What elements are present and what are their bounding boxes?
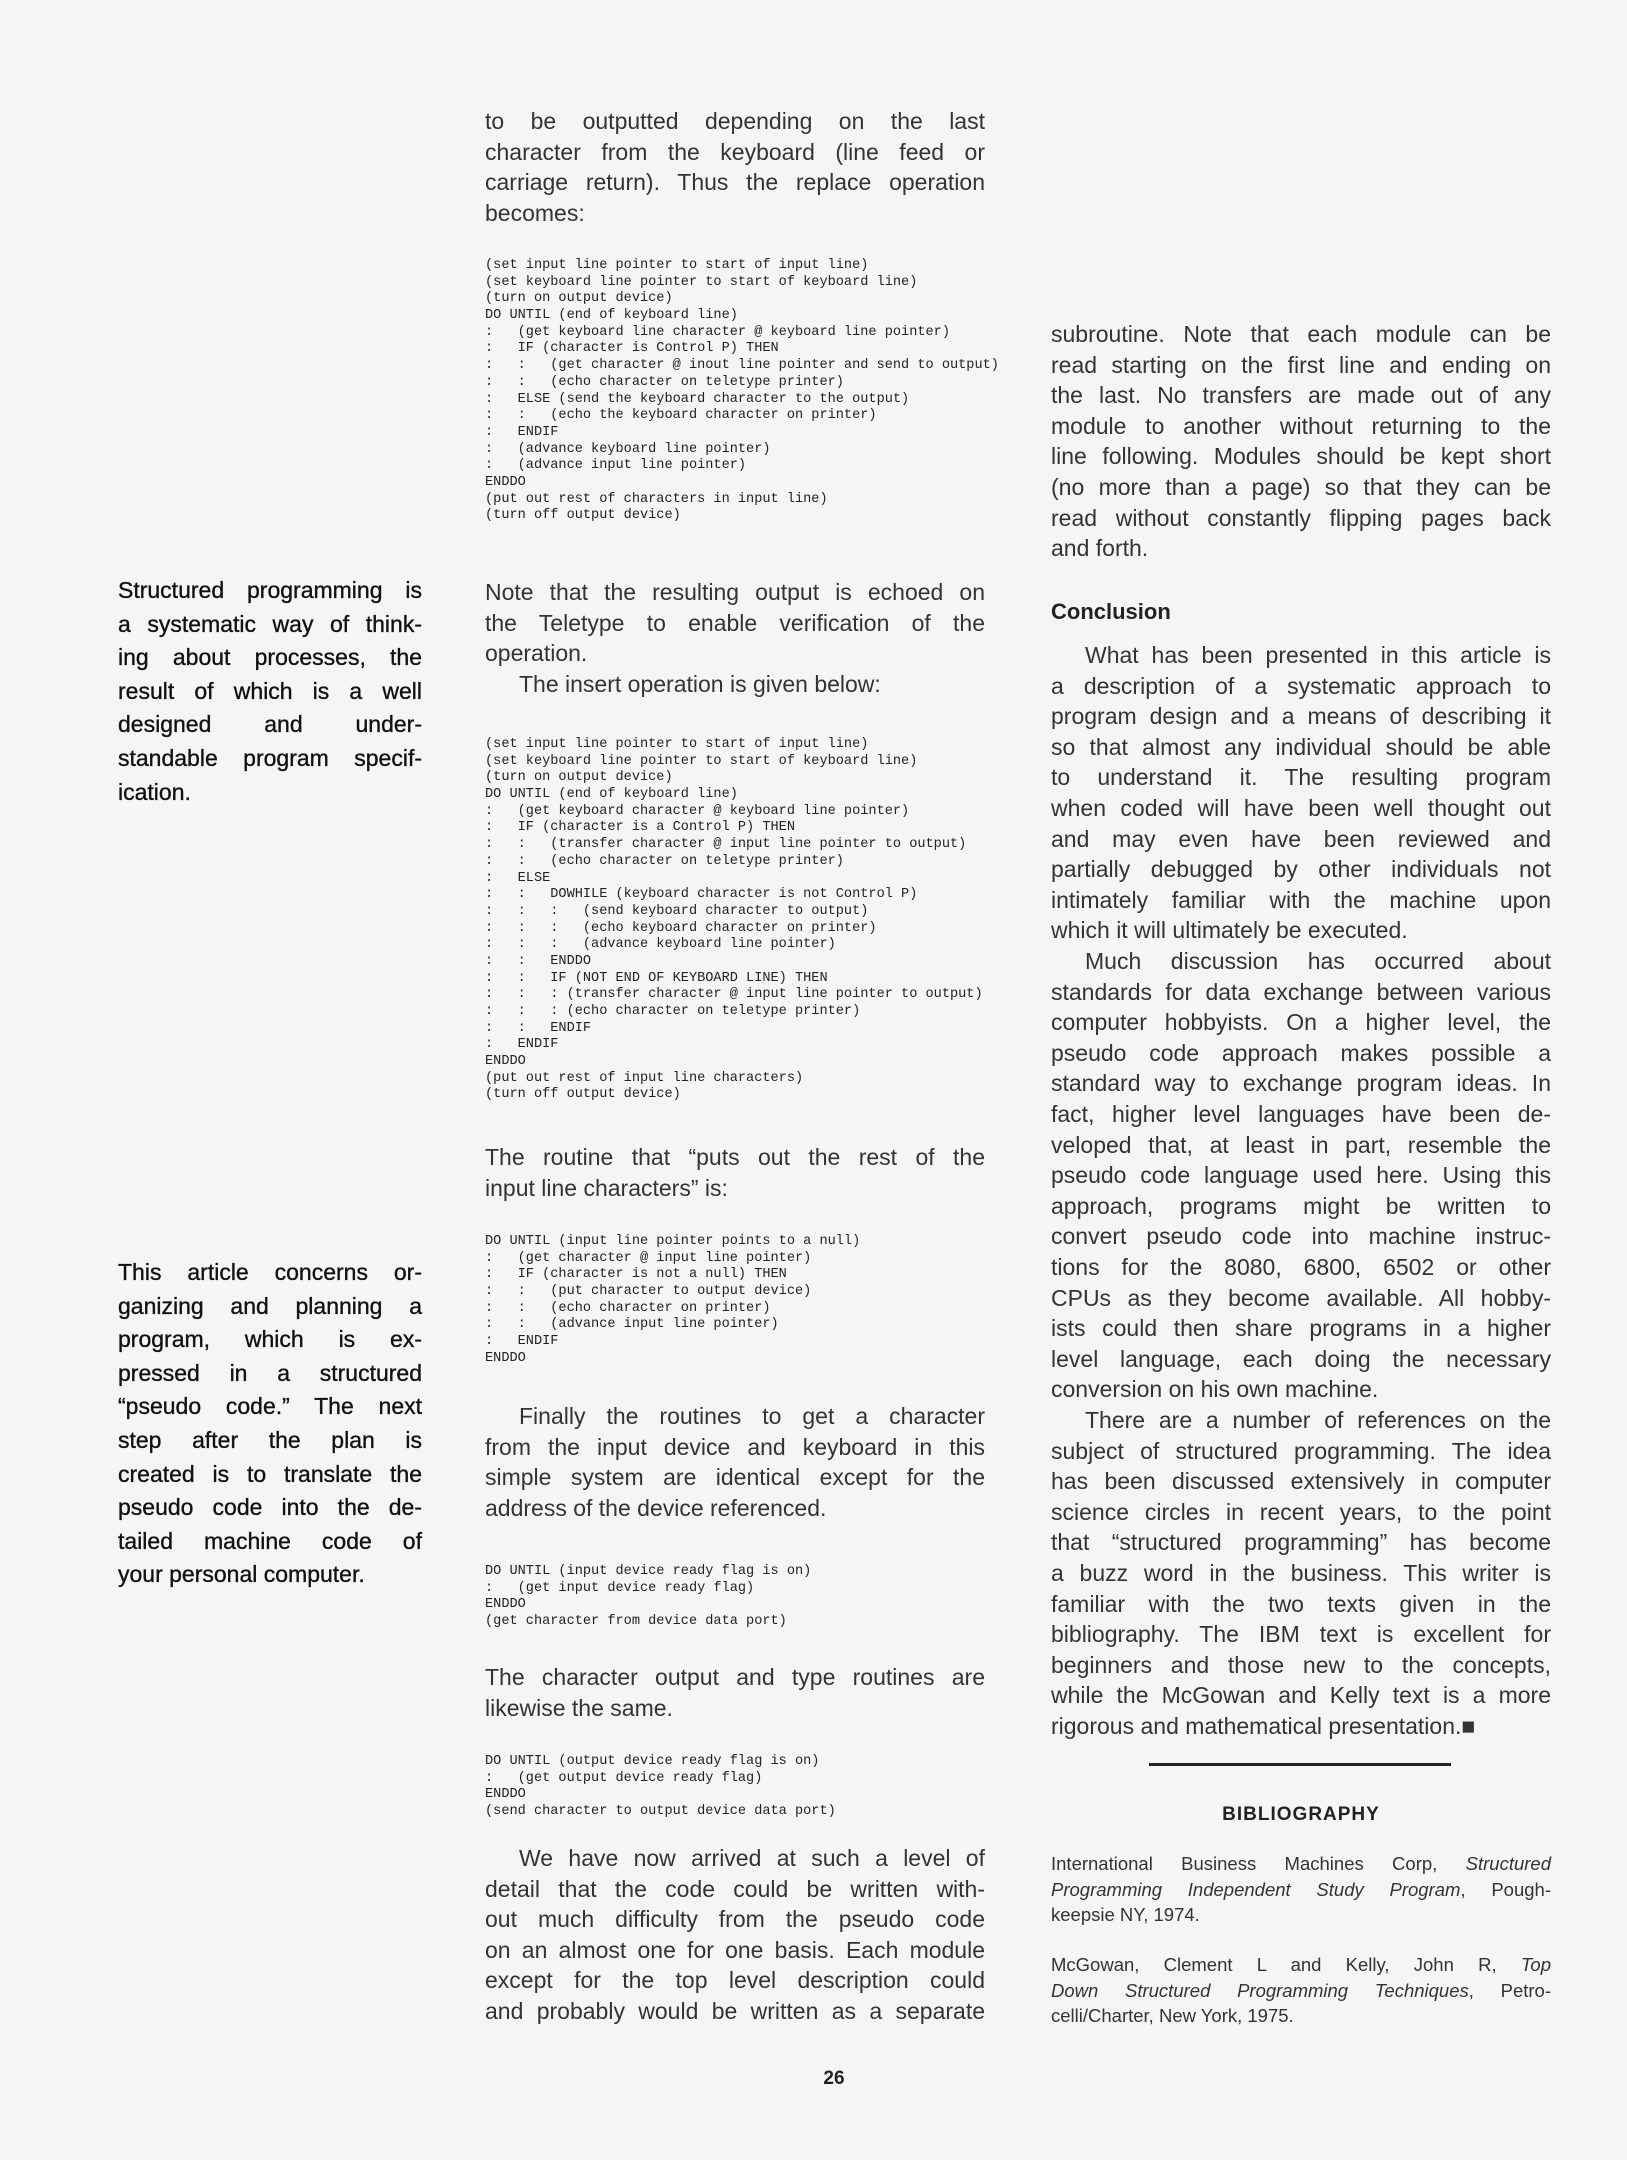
- paragraph-insert-intro: [485, 669, 985, 700]
- text-line: tions for the 8080, 6800, 6502 or other: [1051, 1253, 1551, 1280]
- code-line: : : : (transfer character @ input line pointer to output): [485, 987, 983, 1003]
- code-line: (turn off output device): [485, 508, 681, 524]
- text-line: created is to translate the: [118, 1460, 422, 1487]
- text-line: designed and under-: [118, 711, 422, 738]
- code-line: : ELSE: [485, 870, 551, 886]
- text-line: ganizing and planning a: [118, 1292, 422, 1319]
- text-line: What has been presented in this article is: [1085, 642, 1551, 668]
- paragraph-routine: [485, 1142, 985, 1203]
- code-line: : : (echo character on printer): [485, 1300, 771, 1316]
- text-line: character from the keyboard (line feed or: [485, 138, 985, 165]
- code-line: : (get character @ input line pointer): [485, 1250, 812, 1266]
- text-line: pseudo code into the de-: [118, 1494, 422, 1521]
- text-line: We have now arrived at such a level of: [519, 1845, 985, 1871]
- text-line: subroutine. Note that each module can be: [1051, 321, 1551, 347]
- paragraph-subroutine: [1051, 319, 1551, 564]
- text-line: standard way to exchange program ideas. In: [1051, 1070, 1551, 1097]
- text-line: rigorous and mathematical presentation.■: [1051, 1712, 1476, 1739]
- text-line: input line characters” is:: [485, 1174, 728, 1201]
- text-line: on an almost one for one basis. Each module: [485, 1936, 985, 1963]
- code-line: (put out rest of input line characters): [485, 1070, 804, 1086]
- code-line: : ENDIF: [485, 1334, 559, 1350]
- text-line: pressed in a structured: [118, 1359, 422, 1386]
- text-line: a systematic way of think-: [118, 610, 422, 637]
- code-line: DO UNTIL (end of keyboard line): [485, 308, 738, 324]
- text-line: to understand it. The resulting program: [1051, 764, 1551, 791]
- text-line: The routine that “puts out the rest of the: [485, 1144, 985, 1170]
- paragraph-arrived: [485, 1843, 985, 2027]
- text-line: read starting on the first line and ending on: [1051, 351, 1551, 378]
- code-line: : : (echo character on teletype printer): [485, 374, 844, 390]
- text-line: standable program specif-: [118, 744, 422, 771]
- page-number: 26: [823, 2068, 845, 2089]
- paragraph-output-routines: [485, 1662, 985, 1723]
- text-line: when coded will have been well thought out: [1051, 794, 1551, 821]
- code-line: : (advance input line pointer): [485, 458, 747, 474]
- code-output-device: [485, 1754, 836, 1821]
- code-line: ENDDO: [485, 1597, 526, 1613]
- code-line: ENDDO: [485, 1054, 526, 1070]
- text-line: ication.: [118, 778, 191, 805]
- text-line: There are a number of references on the: [1085, 1407, 1551, 1433]
- code-line: (get character from device data port): [485, 1614, 787, 1630]
- code-line: (send character to output device data port): [485, 1804, 836, 1820]
- text-line: which it will ultimately be executed.: [1051, 917, 1408, 944]
- text-line: This article concerns or-: [118, 1259, 422, 1285]
- code-line: : IF (character is not a null) THEN: [485, 1267, 787, 1283]
- text-line: has been discussed extensively in computer: [1051, 1468, 1551, 1495]
- paragraph-replace-intro: [485, 106, 985, 228]
- pull-quote-structured: [118, 574, 422, 809]
- text-line: address of the device referenced.: [485, 1494, 827, 1521]
- text-line: result of which is a well: [118, 677, 422, 704]
- text-line: becomes:: [485, 199, 585, 226]
- text-line: ists could then share programs in a higher: [1051, 1315, 1551, 1342]
- code-line: : : ENDIF: [485, 1020, 592, 1036]
- code-line: : (get keyboard character @ keyboard line pointer): [485, 803, 910, 819]
- text-line: program, which is ex-: [118, 1326, 422, 1353]
- text-line: step after the plan is: [118, 1426, 422, 1453]
- text-line: conversion on his own machine.: [1051, 1376, 1379, 1403]
- code-line: (put out rest of characters in input line): [485, 491, 828, 507]
- code-line: (set input line pointer to start of input line): [485, 258, 869, 273]
- text-line: Note that the resulting output is echoed on: [485, 579, 985, 605]
- text-line: so that almost any individual should be able: [1051, 733, 1551, 760]
- bibliography-line: [1051, 1851, 1551, 1877]
- text-line: Structured programming is: [118, 577, 422, 603]
- text-line: CPUs as they become available. All hobby-: [1051, 1284, 1551, 1311]
- code-line: : (get keyboard line character @ keyboard line pointer): [485, 324, 950, 340]
- code-insert-operation: [485, 737, 983, 1104]
- title-text: Down Structured Programming Techniques: [1051, 1979, 1469, 2001]
- code-line: : : (echo character on teletype printer): [485, 853, 844, 869]
- paragraph-finally: [485, 1401, 985, 1523]
- code-line: (set input line pointer to start of input line): [485, 737, 869, 752]
- text-line: detail that the code could be written with-: [485, 1875, 985, 1902]
- text-line: The insert operation is given below:: [519, 671, 881, 697]
- citation-text: celli/Charter, New York, 1975.: [1051, 2005, 1294, 2026]
- code-line: ENDDO: [485, 1787, 526, 1803]
- bibliography-line: [1051, 1877, 1551, 1903]
- citation-text: McGowan, Clement L and Kelly, John R,: [1051, 1954, 1521, 1975]
- code-line: : : : (advance keyboard line pointer): [485, 937, 836, 953]
- code-line: ENDDO: [485, 474, 526, 490]
- code-line: (set keyboard line pointer to start of keyboard line): [485, 753, 918, 769]
- code-line: : : ENDDO: [485, 953, 592, 969]
- text-line: a description of a systematic approach to: [1051, 672, 1551, 699]
- bibliography-heading: BIBLIOGRAPHY: [1222, 1804, 1380, 1825]
- conclusion-heading: Conclusion: [1051, 599, 1171, 624]
- text-line: subject of structured programming. The idea: [1051, 1437, 1551, 1464]
- code-line: : : DOWHILE (keyboard character is not Control P): [485, 887, 918, 903]
- code-line: : (get output device ready flag): [485, 1770, 763, 1786]
- code-line: : ENDIF: [485, 1037, 559, 1053]
- code-line: : : : (send keyboard character to output): [485, 903, 869, 919]
- bibliography-line: [1051, 1952, 1551, 1978]
- section-divider: [1149, 1763, 1451, 1766]
- text-line: tailed machine code of: [118, 1527, 422, 1554]
- text-line: read without constantly flipping pages back: [1051, 504, 1551, 531]
- code-line: DO UNTIL (input device ready flag is on): [485, 1564, 812, 1579]
- paragraph-note: [485, 577, 985, 669]
- text-line: carriage return). Thus the replace operation: [485, 169, 985, 196]
- text-line: out much difficulty from the pseudo code: [485, 1906, 985, 1933]
- code-line: (set keyboard line pointer to start of keyboard line): [485, 274, 918, 290]
- text-line: while the McGowan and Kelly text is a more: [1051, 1682, 1551, 1709]
- code-line: DO UNTIL (end of keyboard line): [485, 787, 738, 803]
- code-input-device: [485, 1564, 811, 1631]
- code-line: : : (get character @ inout line pointer and send to output): [485, 358, 999, 374]
- text-line: standards for data exchange between various: [1051, 978, 1551, 1005]
- text-line: a buzz word in the business. This writer is: [1051, 1559, 1551, 1586]
- text-line: line following. Modules should be kept short: [1051, 443, 1551, 470]
- code-line: (turn on output device): [485, 770, 673, 786]
- text-line: and probably would be written as a separate: [485, 1997, 985, 2024]
- code-line: (turn off output device): [485, 1087, 681, 1103]
- code-line: : : (advance input line pointer): [485, 1317, 779, 1333]
- title-text: Structured: [1465, 1853, 1551, 1874]
- text-line: “pseudo code.” The next: [118, 1393, 422, 1420]
- text-line: your personal computer.: [118, 1561, 365, 1588]
- citation-text: , Petro-: [1468, 1979, 1551, 2001]
- text-line: simple system are identical except for the: [485, 1464, 985, 1491]
- bibliography-entry-mcgowan: [1051, 1952, 1551, 2029]
- text-line: partially debugged by other individuals not: [1051, 856, 1551, 883]
- title-text: Top: [1520, 1954, 1551, 1975]
- text-line: approach, programs might be written to: [1051, 1192, 1551, 1219]
- text-line: operation.: [485, 640, 588, 667]
- code-line: : : (echo the keyboard character on printer): [485, 408, 877, 424]
- text-line: the Teletype to enable verification of the: [485, 609, 985, 636]
- paragraph-conclusion-1: [1051, 640, 1551, 946]
- code-line: : ENDIF: [485, 424, 559, 440]
- text-line: the last. No transfers are made out of any: [1051, 382, 1551, 409]
- text-line: convert pseudo code into machine instruc-: [1051, 1223, 1551, 1250]
- text-line: fact, higher level languages have been de-: [1051, 1100, 1551, 1127]
- code-line: (turn on output device): [485, 291, 673, 307]
- code-line: : : (put character to output device): [485, 1284, 812, 1300]
- text-line: level language, each doing the necessary: [1051, 1345, 1551, 1372]
- citation-text: keepsie NY, 1974.: [1051, 1904, 1200, 1925]
- text-line: pseudo code language used here. Using this: [1051, 1162, 1551, 1189]
- text-line: that “structured programming” has become: [1051, 1529, 1551, 1556]
- bibliography-line: [1051, 1978, 1551, 2004]
- bibliography-line: [1051, 2003, 1551, 2029]
- code-line: : : IF (NOT END OF KEYBOARD LINE) THEN: [485, 970, 828, 986]
- code-line: DO UNTIL (output device ready flag is on): [485, 1754, 820, 1769]
- code-line: DO UNTIL (input line pointer points to a null): [485, 1234, 861, 1249]
- code-line: : (advance keyboard line pointer): [485, 441, 771, 457]
- text-line: and may even have been reviewed and: [1051, 825, 1551, 852]
- text-line: veloped that, at least in part, resemble the: [1051, 1131, 1551, 1158]
- title-text: Programming Independent Study Program: [1051, 1878, 1461, 1900]
- code-put-out-rest: [485, 1234, 860, 1368]
- bibliography-line: [1051, 1902, 1551, 1928]
- text-line: (no more than a page) so that they can be: [1051, 473, 1551, 500]
- text-line: beginners and those new to the concepts,: [1051, 1651, 1551, 1678]
- text-line: likewise the same.: [485, 1694, 673, 1721]
- code-line: : : (transfer character @ input line pointer to output): [485, 837, 967, 853]
- code-line: ENDDO: [485, 1350, 526, 1366]
- bibliography-entry-ibm: [1051, 1851, 1551, 1928]
- text-line: to be outputted depending on the last: [485, 108, 985, 134]
- text-line: program design and a means of describing it: [1051, 703, 1551, 730]
- text-line: Much discussion has occurred about: [1085, 948, 1551, 974]
- code-line: : IF (character is a Control P) THEN: [485, 820, 795, 836]
- text-line: ing about processes, the: [118, 644, 422, 671]
- paragraph-conclusion-3: [1051, 1405, 1551, 1742]
- code-line: : IF (character is Control P) THEN: [485, 341, 779, 357]
- text-line: bibliography. The IBM text is excellent for: [1051, 1621, 1551, 1648]
- code-line: : : : (echo character on teletype printer): [485, 1004, 861, 1019]
- code-line: : ELSE (send the keyboard character to the output): [485, 391, 910, 407]
- citation-text: , Pough-: [1460, 1878, 1551, 1900]
- paragraph-conclusion-2: [1051, 946, 1551, 1405]
- text-line: familiar with the two texts given in the: [1051, 1590, 1551, 1617]
- text-line: and forth.: [1051, 535, 1149, 562]
- code-line: : (get input device ready flag): [485, 1580, 755, 1596]
- text-line: The character output and type routines are: [485, 1664, 985, 1690]
- text-line: Finally the routines to get a character: [519, 1403, 985, 1429]
- text-line: except for the top level description could: [485, 1967, 985, 1994]
- text-line: computer hobbyists. On a higher level, the: [1051, 1009, 1551, 1036]
- citation-text: International Business Machines Corp,: [1051, 1853, 1466, 1874]
- code-line: : : : (echo keyboard character on printer): [485, 920, 877, 936]
- code-replace-operation: [485, 258, 999, 525]
- text-line: science circles in recent years, to the point: [1051, 1498, 1551, 1525]
- text-line: pseudo code approach makes possible a: [1051, 1039, 1551, 1066]
- text-line: intimately familiar with the machine upon: [1051, 886, 1551, 913]
- text-line: from the input device and keyboard in this: [485, 1433, 985, 1460]
- text-line: module to another without returning to the: [1051, 412, 1551, 439]
- pull-quote-article: [118, 1256, 422, 1592]
